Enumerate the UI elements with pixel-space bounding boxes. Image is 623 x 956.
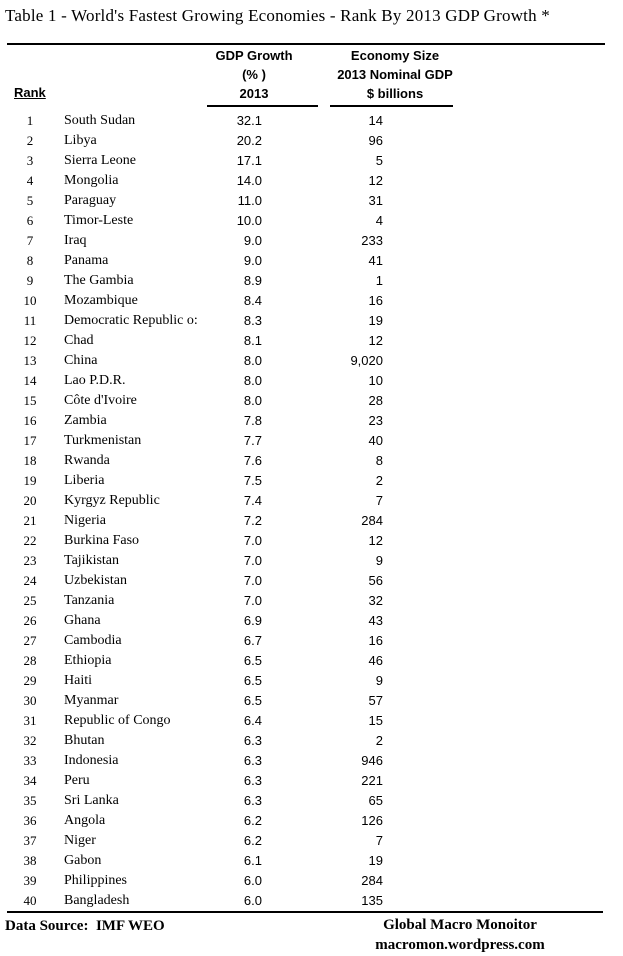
economy-size-cell: 23 [368,413,383,428]
gdp-growth-cell: 7.0 [243,533,262,548]
gdp-growth-cell: 20.2 [236,133,262,148]
gdp-growth-cell: 8.3 [243,313,262,328]
table-row [0,491,623,511]
rank-cell: 33 [23,753,37,768]
table-row [0,211,623,231]
table-row [0,271,623,291]
rank-cell: 30 [23,693,37,708]
rank-cell: 21 [23,513,37,528]
rank-cell: 26 [23,613,37,628]
economy-size-cell: 43 [368,613,383,628]
gdp-growth-cell: 8.9 [243,273,262,288]
rank-cell: 19 [23,473,37,488]
gdp-header-line-3: 2013 [239,86,269,101]
table-row [0,411,623,431]
country-cell: Uzbekistan [64,573,127,588]
table-row [0,631,623,651]
country-cell: Rwanda [64,453,110,468]
economy-size-cell: 31 [368,193,383,208]
country-cell: Bangladesh [64,893,130,908]
country-cell: Iraq [64,233,87,248]
bottom-rule [7,911,603,913]
rank-cell: 25 [23,593,37,608]
table-row [0,311,623,331]
economy-size-cell: 9,020 [350,353,383,368]
gdp-growth-cell: 6.5 [243,693,262,708]
gdp-growth-cell: 9.0 [243,253,262,268]
gdp-growth-cell: 6.3 [243,793,262,808]
country-cell: Republic of Congo [64,713,171,728]
table-row [0,391,623,411]
economy-size-cell: 284 [361,513,383,528]
rank-cell: 24 [23,573,37,588]
gdp-growth-cell: 7.0 [243,553,262,568]
gdp-growth-cell: 7.6 [243,453,262,468]
economy-size-cell: 19 [368,313,383,328]
rank-cell: 17 [23,433,37,448]
gdp-column-underline [207,105,318,107]
gdp-growth-cell: 6.5 [243,673,262,688]
economy-size-cell: 10 [368,373,383,388]
gdp-growth-cell: 6.2 [243,813,262,828]
country-cell: Burkina Faso [64,533,140,548]
column-header-economy-size [328,46,462,103]
table-row [0,511,623,531]
rank-cell: 4 [26,173,34,188]
table-row [0,231,623,251]
economy-size-cell: 9 [375,553,383,568]
country-cell: Haiti [64,673,92,688]
table-row [0,711,623,731]
country-cell: Côte d'Ivoire [64,393,137,408]
economy-size-cell: 7 [375,493,383,508]
gdp-growth-cell: 8.0 [243,373,262,388]
table-row [0,651,623,671]
country-cell: Mongolia [64,173,119,188]
rank-cell: 18 [23,453,37,468]
country-cell: Chad [64,333,94,348]
data-source-label: Data Source: IMF WEO [5,918,165,934]
table-row [0,751,623,771]
country-cell: Bhutan [64,733,105,748]
rank-cell: 22 [23,533,37,548]
country-cell: Ghana [64,613,101,628]
rank-cell: 1 [26,113,34,128]
country-cell: The Gambia [64,273,134,288]
table-row [0,291,623,311]
rank-cell: 31 [23,713,37,728]
gdp-growth-cell: 8.4 [243,293,262,308]
gdp-growth-cell: 10.0 [236,213,262,228]
country-cell: Lao P.D.R. [64,373,126,388]
gdp-growth-cell: 6.3 [243,733,262,748]
table-row [0,351,623,371]
country-cell: Kyrgyz Republic [64,493,160,508]
table-row [0,131,623,151]
table-row [0,251,623,271]
gdp-growth-cell: 6.0 [243,873,262,888]
rank-cell: 39 [23,873,37,888]
table-row [0,171,623,191]
country-cell: Cambodia [64,633,122,648]
economy-size-cell: 233 [361,233,383,248]
table-row [0,891,623,911]
table-row [0,791,623,811]
economy-size-cell: 15 [368,713,383,728]
gdp-growth-cell: 9.0 [243,233,262,248]
economy-size-cell: 9 [375,673,383,688]
rank-cell: 20 [23,493,37,508]
rank-cell: 15 [23,393,37,408]
table-row [0,191,623,211]
rank-cell: 11 [23,313,37,328]
rank-cell: 38 [23,853,37,868]
economy-size-cell: 1 [375,273,383,288]
gdp-growth-cell: 6.1 [243,853,262,868]
rank-cell: 13 [23,353,37,368]
country-cell: Liberia [64,473,105,488]
country-cell: Angola [64,813,106,828]
country-cell: Nigeria [64,513,106,528]
country-cell: South Sudan [64,113,136,128]
table-row [0,831,623,851]
rank-cell: 40 [23,893,37,908]
top-rule [7,43,605,45]
country-cell: Libya [64,133,97,148]
rank-cell: 10 [23,293,37,308]
gdp-growth-cell: 6.9 [243,613,262,628]
rank-cell: 5 [26,193,34,208]
column-header-gdp-growth [190,46,318,103]
economy-size-cell: 221 [361,773,383,788]
country-cell: Niger [64,833,96,848]
rank-cell: 6 [26,213,34,228]
table-title: Table 1 - World's Fastest Growing Economies - Rank By 2013 GDP Growth * [5,6,550,25]
table-row [0,811,623,831]
country-cell: Ethiopia [64,653,112,668]
economy-size-cell: 56 [368,573,383,588]
economy-size-cell: 65 [368,793,383,808]
economy-size-cell: 14 [368,113,383,128]
gdp-growth-cell: 7.0 [243,573,262,588]
gdp-growth-cell: 8.0 [243,353,262,368]
economy-size-cell: 16 [368,633,383,648]
table-row [0,591,623,611]
table-row [0,771,623,791]
economy-size-cell: 284 [361,873,383,888]
rank-cell: 35 [23,793,37,808]
rank-cell: 27 [23,633,37,648]
table-row [0,471,623,491]
country-cell: Turkmenistan [64,433,142,448]
table-row [0,871,623,891]
economy-column-underline [330,105,453,107]
gdp-growth-cell: 6.3 [243,753,262,768]
table-row [0,151,623,171]
economy-size-cell: 16 [368,293,383,308]
rank-cell: 37 [23,833,37,848]
economy-size-cell: 41 [368,253,383,268]
country-cell: Indonesia [64,753,119,768]
gdp-growth-cell: 7.4 [243,493,262,508]
gdp-growth-cell: 17.1 [236,153,262,168]
rank-cell: 32 [23,733,37,748]
rank-cell: 36 [23,813,37,828]
economy-size-cell: 40 [368,433,383,448]
economy-size-cell: 135 [361,893,383,908]
table-row [0,431,623,451]
gdp-growth-cell: 8.0 [243,393,262,408]
economy-size-cell: 96 [368,133,383,148]
gdp-growth-cell: 8.1 [243,333,262,348]
economy-size-cell: 12 [368,533,383,548]
gdp-growth-cell: 6.5 [243,653,262,668]
table-row [0,611,623,631]
table-row [0,571,623,591]
economy-size-cell: 46 [368,653,383,668]
econ-header-line-3: $ billions [366,86,424,101]
country-cell: Sri Lanka [64,793,119,808]
gdp-growth-cell: 6.3 [243,773,262,788]
gdp-growth-cell: 6.4 [243,713,262,728]
table-row [0,531,623,551]
rank-cell: 28 [23,653,37,668]
country-cell: China [64,353,98,368]
country-cell: Panama [64,253,109,268]
country-cell: Paraguay [64,193,117,208]
economy-size-cell: 946 [361,753,383,768]
economy-size-cell: 7 [375,833,383,848]
gdp-growth-cell: 7.7 [243,433,262,448]
table-row [0,671,623,691]
country-cell: Mozambique [64,293,138,308]
economy-size-cell: 19 [368,853,383,868]
gdp-growth-cell: 6.2 [243,833,262,848]
table-row [0,691,623,711]
economy-size-cell: 126 [361,813,383,828]
gdp-header-line-1: GDP Growth [215,48,293,63]
site-url: macromon.wordpress.com [375,937,545,953]
gdp-growth-cell: 7.5 [243,473,262,488]
econ-header-line-2: 2013 Nominal GDP [337,67,453,82]
economy-size-cell: 12 [368,173,383,188]
country-cell: Gabon [64,853,102,868]
table-rows [0,111,623,911]
gdp-growth-cell: 7.8 [243,413,262,428]
gdp-growth-cell: 7.2 [243,513,262,528]
gdp-growth-cell: 32.1 [236,113,262,128]
economy-size-cell: 4 [375,213,383,228]
gdp-growth-cell: 11.0 [237,193,262,208]
rank-cell: 7 [26,233,34,248]
economy-size-cell: 2 [375,733,383,748]
economy-size-cell: 32 [368,593,383,608]
site-name: Global Macro Monoitor [383,917,537,933]
country-cell: Peru [64,773,90,788]
country-cell: Tanzania [64,593,115,608]
econ-header-line-1: Economy Size [350,48,440,63]
rank-cell: 34 [23,773,37,788]
rank-cell: 8 [26,253,34,268]
country-cell: Myanmar [64,693,119,708]
gdp-growth-cell: 6.7 [243,633,262,648]
rank-cell: 2 [26,133,34,148]
rank-cell: 16 [23,413,37,428]
table-row [0,851,623,871]
table-row [0,331,623,351]
gdp-growth-cell: 14.0 [236,173,262,188]
rank-cell: 12 [23,333,37,348]
rank-cell: 23 [23,553,37,568]
table-row [0,371,623,391]
gdp-header-line-2: (% ) [242,67,266,82]
column-header-rank: Rank [14,85,46,100]
gdp-growth-cell: 7.0 [243,593,262,608]
economy-size-cell: 28 [368,393,383,408]
rank-cell: 3 [26,153,34,168]
country-cell: Sierra Leone [64,153,136,168]
site-attribution [330,915,590,955]
rank-cell: 9 [26,273,34,288]
economy-size-cell: 2 [375,473,383,488]
country-cell: Zambia [64,413,107,428]
country-cell: Philippines [64,873,128,888]
economy-size-cell: 5 [375,153,383,168]
table-row [0,451,623,471]
rank-cell: 29 [23,673,37,688]
table-row [0,731,623,751]
country-cell: Tajikistan [64,553,120,568]
economy-size-cell: 12 [368,333,383,348]
gdp-growth-cell: 6.0 [243,893,262,908]
table-row [0,111,623,131]
country-cell: Democratic Republic o: [64,313,198,328]
country-cell: Timor-Leste [64,213,134,228]
table-row [0,551,623,571]
economy-size-cell: 8 [375,453,383,468]
economy-size-cell: 57 [368,693,383,708]
rank-cell: 14 [23,373,37,388]
